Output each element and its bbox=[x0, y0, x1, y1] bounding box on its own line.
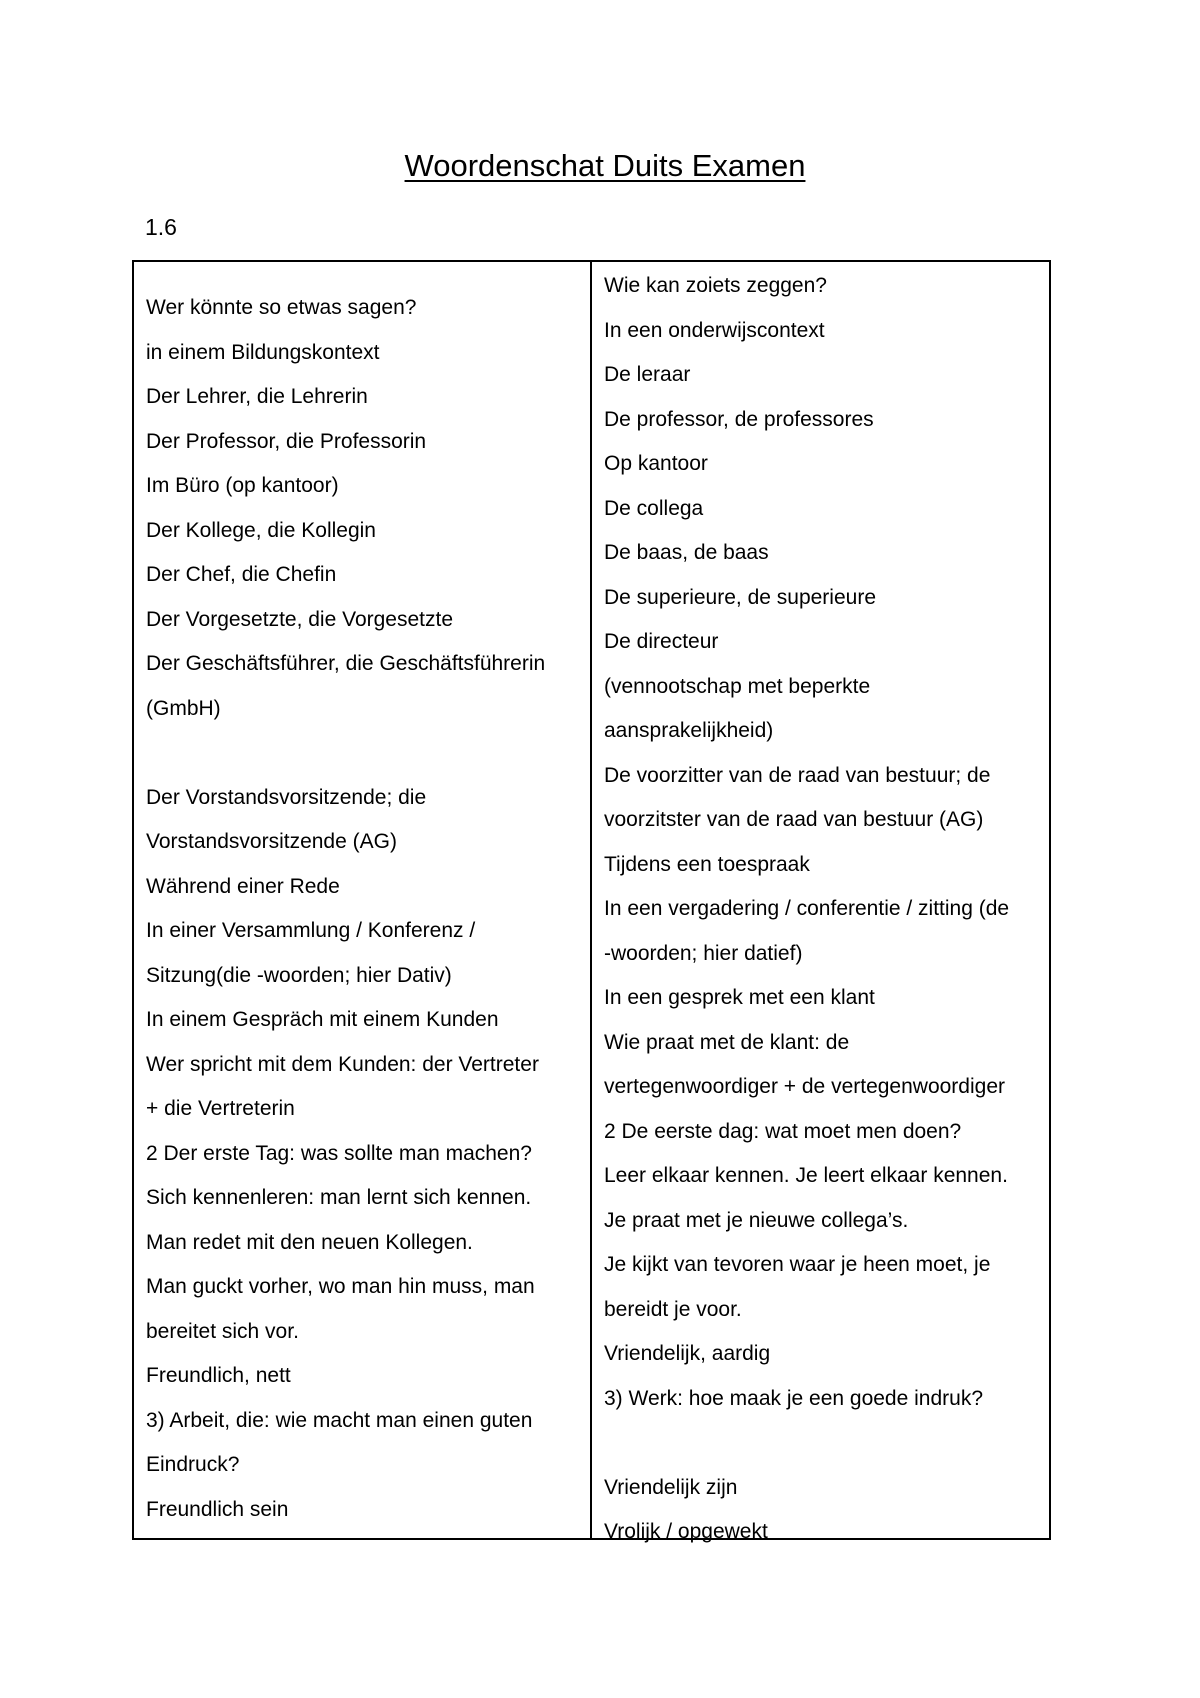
dutch-line: Tijdens een toespraak bbox=[604, 852, 810, 876]
german-line: Der Vorgesetzte, die Vorgesetzte bbox=[146, 607, 454, 631]
dutch-line bbox=[604, 1421, 1045, 1466]
german-line: Der Geschäftsführer, die Geschäftsführerin bbox=[146, 652, 546, 675]
german-line: Im Büro (op kantoor) bbox=[146, 474, 339, 497]
dutch-line: In een gesprek met een klant bbox=[604, 986, 875, 1009]
german-line: Freundlich, nett bbox=[146, 1364, 291, 1387]
dutch-line: 3) Werk: hoe maak je een goede indruk? bbox=[604, 1386, 984, 1410]
german-line: Sich kennenleren: man lernt sich kennen. bbox=[146, 1186, 532, 1209]
german-line: Wer könnte so etwas sagen? bbox=[146, 296, 417, 319]
vocabulary-table bbox=[132, 260, 1051, 1543]
german-line: In einer Versammlung / Konferenz / bbox=[146, 919, 476, 942]
dutch-line: De baas, de baas bbox=[604, 541, 769, 564]
dutch-column bbox=[592, 262, 1049, 1543]
dutch-line: Leer elkaar kennen. Je leert elkaar kennen. bbox=[604, 1164, 1008, 1187]
dutch-line: vertegenwoordiger + de vertegenwoordiger bbox=[604, 1075, 1005, 1098]
dutch-line: Wie praat met de klant: de bbox=[604, 1030, 850, 1054]
dutch-line: 2 De eerste dag: wat moet men doen? bbox=[604, 1119, 962, 1143]
german-line: + die Vertreterin bbox=[146, 1097, 295, 1120]
dutch-line: aansprakelijkheid) bbox=[604, 719, 774, 742]
dutch-line: -woorden; hier datief) bbox=[604, 941, 803, 965]
german-line: Der Vorstandsvorsitzende; die bbox=[146, 785, 427, 809]
dutch-line: Je praat met je nieuwe collega’s. bbox=[604, 1208, 909, 1232]
dutch-line: Vriendelijk zijn bbox=[604, 1475, 738, 1499]
german-line: Der Lehrer, die Lehrerin bbox=[146, 385, 368, 408]
german-line: Sitzung(die -woorden; hier Dativ) bbox=[146, 963, 452, 987]
german-line: Der Kollege, die Kollegin bbox=[146, 518, 376, 542]
german-line: Eindruck? bbox=[146, 1453, 240, 1476]
german-line: bereitet sich vor. bbox=[146, 1319, 299, 1343]
german-line: 2 Der erste Tag: was sollte man machen? bbox=[146, 1141, 532, 1165]
dutch-line: De voorzitter van de raad van bestuur; de bbox=[604, 763, 991, 787]
dutch-line: De directeur bbox=[604, 630, 719, 653]
dutch-line: Wie kan zoiets zeggen? bbox=[604, 274, 827, 297]
german-line: in einem Bildungskontext bbox=[146, 340, 380, 364]
dutch-line: In een vergadering / conferentie / zitting (de bbox=[604, 897, 1010, 920]
dutch-line: In een onderwijscontext bbox=[604, 318, 825, 342]
dutch-line: De professor, de professores bbox=[604, 407, 874, 431]
dutch-line: bereidt je voor. bbox=[604, 1297, 742, 1321]
german-line: (GmbH) bbox=[146, 696, 221, 720]
german-line: Wer spricht mit dem Kunden: der Vertreter bbox=[146, 1052, 539, 1076]
dutch-line: (vennootschap met beperkte bbox=[604, 674, 871, 698]
dutch-line: Je kijkt van tevoren waar je heen moet, je bbox=[604, 1253, 991, 1276]
german-line: Man redet mit den neuen Kollegen. bbox=[146, 1230, 473, 1254]
document-title: Woordenschat Duits Examen bbox=[404, 148, 806, 183]
dutch-line: De leraar bbox=[604, 363, 691, 386]
german-line: In einem Gespräch mit einem Kunden bbox=[146, 1008, 499, 1031]
german-line: Vorstandsvorsitzende (AG) bbox=[146, 830, 397, 853]
dutch-line: Vriendelijk, aardig bbox=[604, 1342, 771, 1365]
dutch-line: voorzitster van de raad van bestuur (AG) bbox=[604, 808, 984, 831]
section-number: 1.6 bbox=[145, 214, 177, 240]
dutch-line: Op kantoor bbox=[604, 452, 708, 475]
german-line: Während einer Rede bbox=[146, 874, 340, 898]
german-line: Der Professor, die Professorin bbox=[146, 429, 427, 453]
german-line bbox=[146, 731, 586, 776]
dutch-line: Vrolijk / opgewekt bbox=[604, 1520, 768, 1543]
dutch-line: De superieure, de superieure bbox=[604, 585, 876, 609]
dutch-line: De collega bbox=[604, 496, 704, 520]
german-line: Freundlich sein bbox=[146, 1497, 289, 1521]
german-line: Man guckt vorher, wo man hin muss, man bbox=[146, 1275, 535, 1298]
german-column bbox=[134, 262, 592, 1538]
german-line: Der Chef, die Chefin bbox=[146, 563, 337, 586]
german-line: 3) Arbeit, die: wie macht man einen guten bbox=[146, 1408, 533, 1432]
